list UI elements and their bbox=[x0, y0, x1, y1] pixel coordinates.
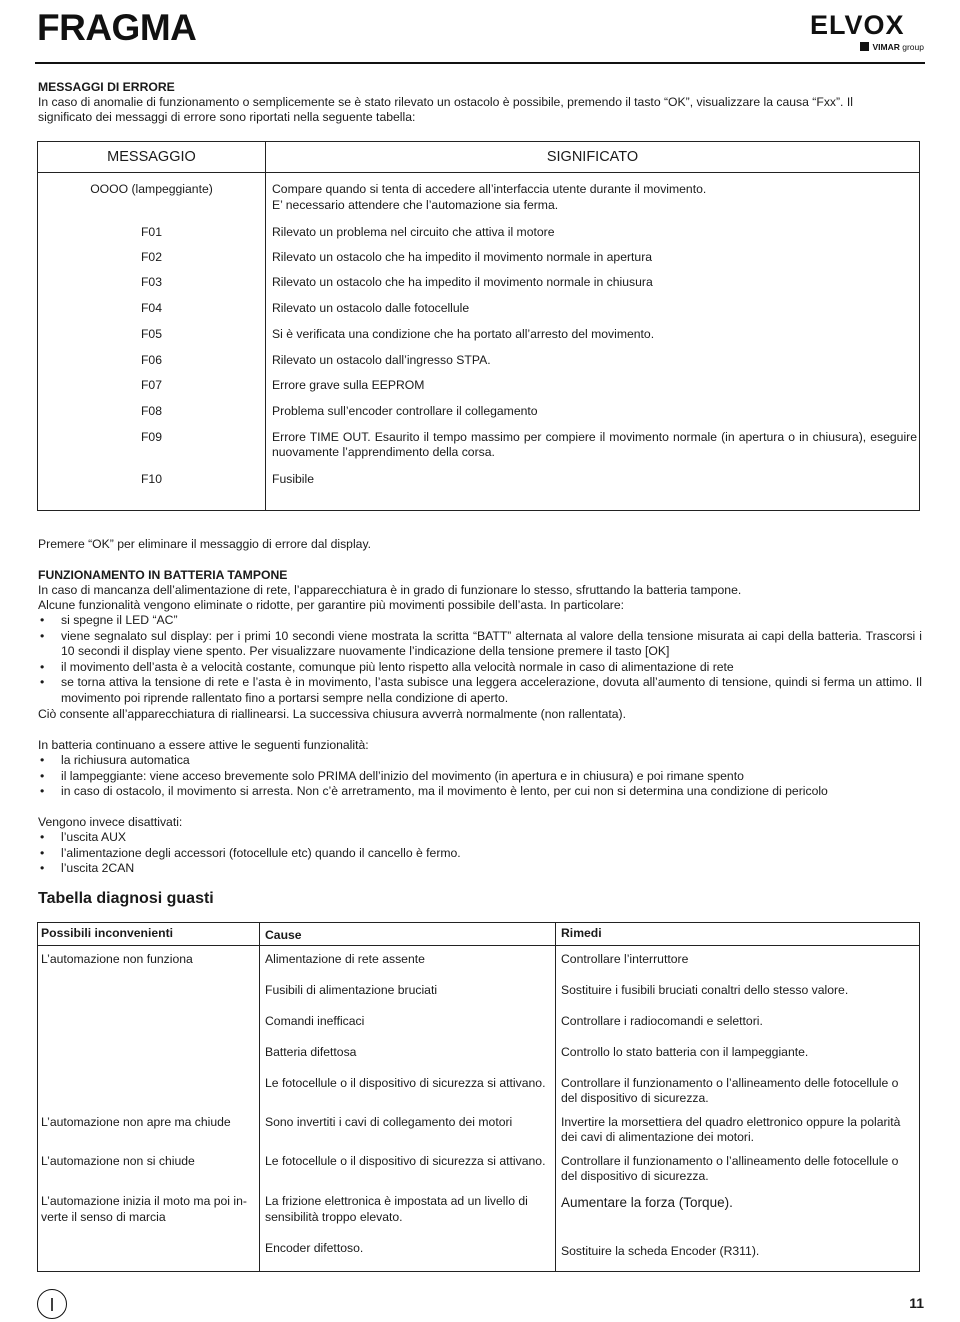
cause-cell: Sono invertiti i cavi di collegamento dei motori bbox=[265, 1115, 513, 1129]
remedy-cell: Aumentare la forza (Torque). bbox=[561, 1195, 733, 1210]
problem-cell: verte il senso di marcia bbox=[41, 1210, 166, 1224]
remedy-cell: del dispositivo di sicurezza. bbox=[561, 1169, 709, 1183]
ok-instruction: Premere “OK” per eliminare il messaggio di errore dal display. bbox=[38, 537, 372, 551]
remedy-cell: Controllare i radiocomandi e selettori. bbox=[561, 1014, 763, 1028]
page-number: 11 bbox=[909, 1295, 924, 1311]
brand-elvox-wordmark: ELVOX bbox=[810, 10, 905, 40]
battery-paragraph-3: Ciò consente all’apparecchiatura di riallinearsi. La successiva chiusura avverrà normalmente (non rallentata). bbox=[38, 707, 626, 721]
error-code: F06 bbox=[140, 353, 162, 367]
brand-vimar-group bbox=[860, 42, 924, 52]
error-code: F01 bbox=[140, 225, 162, 239]
error-code: F05 bbox=[140, 327, 162, 341]
error-meaning: Compare quando si tenta di accedere all’interfaccia utente durante il movimento. bbox=[272, 182, 707, 196]
error-code: OOOO (lampeggiante) bbox=[90, 182, 213, 196]
remedy-cell: Controllare il funzionamento o l’allineamento delle fotocellule o bbox=[561, 1076, 899, 1090]
errors-intro-line-1: In caso di anomalie di funzionamento o semplicemente se è stato rilevato un ostacolo è possibile, premendo il tasto “OK”, visualizzare la causa “Fxx”. Il bbox=[38, 95, 853, 109]
error-messages-table bbox=[37, 141, 920, 511]
language-badge: I bbox=[37, 1289, 67, 1319]
table-divider bbox=[265, 142, 266, 510]
remedy-cell: Controllare l’interruttore bbox=[561, 952, 689, 966]
header-messaggio: MESSAGGIO bbox=[107, 149, 196, 165]
error-code: F08 bbox=[140, 404, 162, 418]
problem-cell: L’automazione non funziona bbox=[41, 952, 193, 966]
cause-cell: Comandi inefficaci bbox=[265, 1014, 365, 1028]
vimar-logo-icon bbox=[860, 42, 869, 51]
diagnosis-title: Tabella diagnosi guasti bbox=[38, 890, 214, 907]
header-causes: Cause bbox=[265, 928, 302, 942]
cause-cell: La frizione elettronica è impostata ad un livello di bbox=[265, 1194, 528, 1208]
header-significato: SIGNIFICATO bbox=[546, 149, 639, 165]
error-code: F09 bbox=[140, 430, 162, 444]
cause-cell: Encoder difettoso. bbox=[265, 1241, 364, 1255]
remedy-cell: del dispositivo di sicurezza. bbox=[561, 1091, 709, 1105]
error-meaning: Rilevato un ostacolo dall’ingresso STPA. bbox=[272, 353, 491, 367]
disabled-functions-list bbox=[38, 830, 922, 877]
error-code: F10 bbox=[140, 472, 162, 486]
cause-cell: sensibilità troppo elevato. bbox=[265, 1210, 403, 1224]
battery-bullet-list bbox=[38, 613, 922, 707]
active-functions-list bbox=[38, 753, 922, 800]
remedy-cell: Controllare il funzionamento o l’allineamento delle fotocellule o bbox=[561, 1154, 899, 1168]
error-meaning: Rilevato un ostacolo dalle fotocellule bbox=[272, 301, 470, 315]
list-item: • il movimento dell’asta è a velocità costante, comunque più lento rispetto alla velocità normale in caso di alimentazione di rete bbox=[38, 660, 922, 676]
active-functions-intro: In batteria continuano a essere attive le seguenti funzionalità: bbox=[38, 738, 369, 752]
problem-cell: L’automazione non si chiude bbox=[41, 1154, 195, 1168]
list-item: • la richiusura automatica bbox=[38, 753, 922, 769]
battery-heading: FUNZIONAMENTO IN BATTERIA TAMPONE bbox=[38, 568, 288, 582]
brand-group: group bbox=[902, 42, 924, 52]
list-item: • viene segnalato sul display: per i primi 10 secondi viene mostrata la scritta “BATT” alternata al valore della tensione misurata ai capi della batteria. Trascorsi i 10 secondi il display viene spento. Per visualizzare nuovamente l’indicazione della tensione premere il tasto [OK] bbox=[38, 629, 922, 660]
remedy-cell: Sostituire i fusibili bruciati conaltri dello stesso valore. bbox=[561, 983, 849, 997]
remedy-cell: Invertire la morsettiera del quadro elettronico oppure la polarità bbox=[561, 1115, 901, 1129]
error-meaning: Si è verificata una condizione che ha portato all’arresto del movimento. bbox=[272, 327, 655, 341]
error-meaning: E’ necessario attendere che l’automazione sia ferma. bbox=[272, 198, 559, 212]
list-item: • l’uscita 2CAN bbox=[38, 861, 922, 877]
remedy-cell: Sostituire la scheda Encoder (R311). bbox=[561, 1244, 760, 1258]
error-meaning: Errore TIME OUT. Esaurito il tempo massimo per compiere il movimento normale (in apertura o in chiusura), eseguire nuovamente l’apprendimento della corsa. bbox=[272, 430, 917, 459]
header-problems: Possibili inconvenienti bbox=[41, 926, 174, 940]
error-code: F03 bbox=[140, 275, 162, 289]
list-item: • l’uscita AUX bbox=[38, 830, 922, 846]
list-item: • il lampeggiante: viene acceso brevemente solo PRIMA dell’inizio del movimento (in apertura e in chiusura) e poi rimane spento bbox=[38, 769, 922, 785]
error-meaning: Rilevato un ostacolo che ha impedito il movimento normale in apertura bbox=[272, 250, 653, 264]
list-item: • si spegne il LED “AC” bbox=[38, 613, 922, 629]
cause-cell: Alimentazione di rete assente bbox=[265, 952, 425, 966]
cause-cell: Batteria difettosa bbox=[265, 1045, 357, 1059]
header-remedies: Rimedi bbox=[561, 926, 602, 940]
list-item: • in caso di ostacolo, il movimento si arresta. Non c’è arretramento, ma il movimento è lento, per cui non si determina una condizione di pericolo bbox=[38, 784, 922, 800]
table-divider bbox=[259, 923, 260, 1271]
brand-vimar: VIMAR bbox=[872, 42, 900, 52]
errors-intro-line-2: significato dei messaggi di errore sono riportati nella seguente tabella: bbox=[38, 110, 416, 124]
document-title: FRAGMA bbox=[37, 7, 197, 48]
error-meaning: Problema sull’encoder controllare il collegamento bbox=[272, 404, 538, 418]
remedy-cell: Controllo lo stato batteria con il lampeggiante. bbox=[561, 1045, 809, 1059]
cause-cell: Le fotocellule o il dispositivo di sicurezza si attivano. bbox=[265, 1154, 546, 1168]
disabled-functions-intro: Vengono invece disattivati: bbox=[38, 815, 183, 829]
header-rule bbox=[35, 62, 925, 64]
cause-cell: Le fotocellule o il dispositivo di sicurezza si attivano. bbox=[265, 1076, 546, 1090]
diagnosis-table bbox=[37, 922, 920, 1272]
battery-paragraph-1: In caso di mancanza dell’alimentazione di rete, l’apparecchiatura è in grado di funzionare lo stesso, sfruttando la batteria tampone. bbox=[38, 583, 742, 597]
error-code: F02 bbox=[140, 250, 162, 264]
error-code: F04 bbox=[140, 301, 162, 315]
table-divider bbox=[38, 172, 919, 173]
list-item: • l’alimentazione degli accessori (fotocellule etc) quando il cancello è fermo. bbox=[38, 846, 922, 862]
error-meaning: Fusibile bbox=[272, 472, 314, 486]
problem-cell: L’automazione inizia il moto ma poi in- bbox=[41, 1194, 247, 1208]
cause-cell: Fusibili di alimentazione bruciati bbox=[265, 983, 438, 997]
brand-logo bbox=[810, 10, 926, 54]
list-item: • se torna attiva la tensione di rete e l’asta è in movimento, l’asta subisce una leggera accelerazione, dovuta all’aumento di tensione, quindi si ferma un attimo. Il movimento poi riprende rallentato fino a portarsi sempre nella condizione di aperto. bbox=[38, 675, 922, 706]
battery-paragraph-2: Alcune funzionalità vengono eliminate o ridotte, per garantire più movimenti possibile dell’asta. In particolare: bbox=[38, 598, 625, 612]
table-divider bbox=[38, 945, 919, 946]
error-code: F07 bbox=[140, 378, 162, 392]
error-meaning: Rilevato un problema nel circuito che attiva il motore bbox=[272, 225, 555, 239]
table-divider bbox=[555, 923, 556, 1271]
error-meaning: Errore grave sulla EEPROM bbox=[272, 378, 425, 392]
error-meaning: Rilevato un ostacolo che ha impedito il movimento normale in chiusura bbox=[272, 275, 653, 289]
remedy-cell: dei cavi di alimentazione dei motori. bbox=[561, 1130, 755, 1144]
errors-heading: MESSAGGI DI ERRORE bbox=[38, 80, 175, 94]
problem-cell: L’automazione non apre ma chiude bbox=[41, 1115, 231, 1129]
